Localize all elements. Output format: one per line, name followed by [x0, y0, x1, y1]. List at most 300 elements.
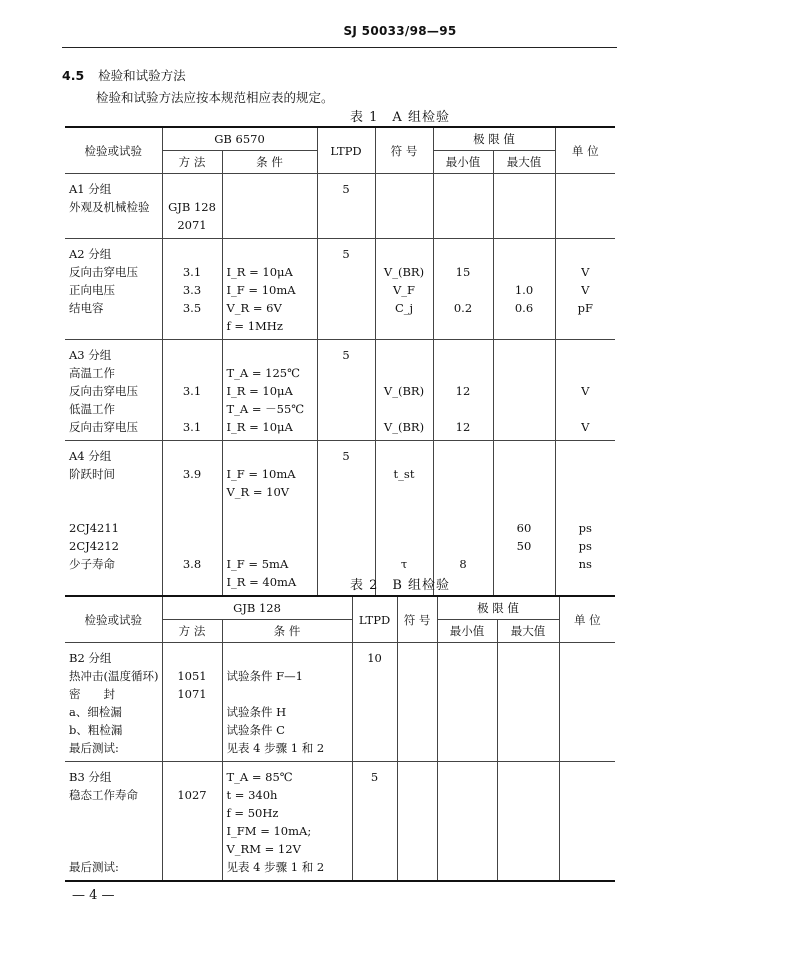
symbol-line: C_j: [394, 301, 414, 315]
cell-max-value: [493, 239, 555, 340]
method-line: 1051: [177, 669, 207, 683]
max-value-line: [502, 721, 555, 739]
max-value-line: [498, 501, 551, 519]
max-value-line: [502, 804, 555, 822]
item-line: A1 分组: [69, 182, 112, 196]
table-row-group: [65, 441, 615, 597]
min-value-line: 12: [455, 420, 471, 434]
table-row-group: [65, 340, 615, 441]
condition-line: 试验条件 C: [226, 723, 285, 737]
cell-item: [65, 762, 162, 882]
symbol-line: [402, 649, 433, 667]
item-line: B3 分组: [69, 770, 112, 784]
unit-line: [564, 667, 612, 685]
cell-item: [65, 340, 162, 441]
table-row-group: [65, 174, 615, 239]
unit-line: [564, 739, 612, 757]
cell-condition: [222, 762, 352, 882]
min-value-line: 0.2: [453, 301, 473, 315]
symbol-line: t_st: [393, 467, 415, 481]
condition-line: f = 50Hz: [226, 806, 279, 820]
method-line: 3.9: [182, 467, 202, 481]
method-line: [167, 739, 218, 757]
cell-symbol: [375, 174, 433, 239]
method-line: [167, 804, 218, 822]
col-ltpd-header: LTPD: [317, 127, 375, 174]
min-value-line: [442, 703, 493, 721]
table-row-group: [65, 643, 615, 762]
symbol-line: V_F: [392, 283, 416, 297]
max-value-line: [498, 382, 551, 400]
symbol-line: [380, 483, 429, 501]
unit-line: [560, 346, 612, 364]
col-symbol-header: 符 号: [397, 596, 437, 643]
cell-method: [162, 239, 222, 340]
condition-line: 见表 4 步骤 1 和 2: [226, 741, 325, 755]
min-value-line: [438, 180, 489, 198]
item-line: [69, 483, 158, 501]
method-line: [167, 822, 218, 840]
cell-symbol: [375, 441, 433, 597]
item-line: [69, 804, 158, 822]
method-line: 1071: [177, 687, 207, 701]
min-value-line: [438, 364, 489, 382]
item-line: 反向击穿电压: [69, 420, 138, 434]
min-value-line: [442, 667, 493, 685]
max-value-line: [502, 685, 555, 703]
col-method-header: 方 法: [162, 151, 222, 174]
condition-line: [227, 245, 313, 263]
min-value-line: [438, 447, 489, 465]
table-row-group: [65, 762, 615, 882]
unit-line: [564, 786, 612, 804]
method-line: [167, 501, 218, 519]
item-line: 稳态工作寿命: [69, 788, 138, 802]
symbol-line: [380, 245, 429, 263]
max-value-line: [502, 768, 555, 786]
condition-line: [227, 537, 313, 555]
symbol-line: [380, 501, 429, 519]
min-value-line: [438, 519, 489, 537]
col-unit-header: 单 位: [555, 127, 615, 174]
item-line: [69, 317, 158, 335]
method-line: [167, 649, 218, 667]
condition-line: V_R = 6V: [226, 301, 282, 315]
condition-line: 试验条件 F—1: [226, 669, 303, 683]
cell-unit: [555, 441, 615, 597]
method-line: [167, 721, 218, 739]
condition-line: [227, 346, 313, 364]
max-value-line: [498, 483, 551, 501]
symbol-line: [402, 822, 433, 840]
table-row-group: [65, 239, 615, 340]
unit-line: V: [581, 283, 590, 297]
min-value-line: [442, 739, 493, 757]
min-value-line: [438, 483, 489, 501]
cell-ltpd: [317, 441, 375, 597]
max-value-line: [498, 465, 551, 483]
max-value-line: [502, 667, 555, 685]
unit-line: [560, 317, 612, 335]
cell-method: [162, 762, 222, 882]
document-code: SJ 50033/98—95: [343, 24, 457, 38]
max-value-line: [498, 263, 551, 281]
cell-method: [162, 441, 222, 597]
condition-line: [227, 501, 313, 519]
symbol-line: [380, 537, 429, 555]
max-value-line: [502, 649, 555, 667]
method-line: [167, 768, 218, 786]
condition-line: I_F = 10mA: [226, 467, 296, 481]
symbol-line: [402, 858, 433, 876]
method-line: 3.1: [182, 420, 202, 434]
symbol-line: [380, 400, 429, 418]
max-value-line: 1.0: [514, 283, 534, 297]
table-b-group-inspection: [65, 595, 615, 882]
method-line: [167, 519, 218, 537]
ltpd-value: 5: [370, 770, 379, 784]
cell-item: [65, 643, 162, 762]
min-value-line: 15: [455, 265, 471, 279]
table-a-group-inspection: [65, 126, 615, 597]
col-max-header: 最大值: [497, 620, 559, 643]
cell-unit: [555, 340, 615, 441]
cell-min-value: [437, 762, 497, 882]
min-value-line: [438, 281, 489, 299]
item-line: 高温工作: [69, 366, 115, 380]
max-value-line: [498, 216, 551, 234]
item-line: 阶跃时间: [69, 467, 115, 481]
unit-line: ps: [578, 521, 592, 535]
section-title: 检验和试验方法: [98, 68, 186, 83]
method-line: 3.8: [182, 557, 202, 571]
cell-condition: [222, 441, 317, 597]
col-standard-header: GB 6570: [162, 127, 317, 151]
item-line: a、细检漏: [69, 705, 122, 719]
condition-line: I_R = 10μA: [226, 265, 293, 279]
ltpd-value: 5: [342, 449, 350, 463]
cell-ltpd: [352, 643, 397, 762]
condition-line: I_R = 10μA: [226, 384, 293, 398]
max-value-line: 60: [516, 521, 532, 535]
col-max-header: 最大值: [493, 151, 555, 174]
cell-max-value: [493, 441, 555, 597]
cell-ltpd: [317, 340, 375, 441]
cell-min-value: [433, 174, 493, 239]
col-ltpd-header: LTPD: [352, 596, 397, 643]
cell-max-value: [493, 340, 555, 441]
symbol-line: V_(BR): [383, 265, 425, 279]
cell-condition: [222, 340, 317, 441]
min-value-line: [442, 649, 493, 667]
table2-caption: 表 2 B 组检验: [349, 578, 451, 593]
max-value-line: [498, 346, 551, 364]
min-value-line: [438, 216, 489, 234]
symbol-line: V_(BR): [383, 384, 425, 398]
max-value-line: [498, 180, 551, 198]
method-line: [167, 400, 218, 418]
unit-line: [564, 804, 612, 822]
condition-line: 试验条件 H: [226, 705, 287, 719]
condition-line: I_R = 40mA: [226, 575, 297, 589]
method-line: [167, 364, 218, 382]
unit-line: [564, 721, 612, 739]
col-method-header: 方 法: [162, 620, 222, 643]
cell-symbol: [375, 340, 433, 441]
max-value-line: [498, 364, 551, 382]
min-value-line: [438, 400, 489, 418]
unit-line: V: [581, 265, 590, 279]
method-line: 3.1: [182, 384, 202, 398]
unit-line: [564, 858, 612, 876]
unit-line: [560, 447, 612, 465]
condition-line: 见表 4 步骤 1 和 2: [226, 860, 325, 874]
condition-line: T_A = 125℃: [226, 366, 300, 380]
condition-line: I_F = 5mA: [226, 557, 289, 571]
symbol-line: [380, 447, 429, 465]
ltpd-value: 5: [342, 348, 350, 362]
item-line: 反向击穿电压: [69, 265, 138, 279]
ltpd-value: 10: [367, 651, 382, 665]
condition-line: I_F = 10mA: [226, 283, 296, 297]
item-line: [69, 822, 158, 840]
section-number: 4.5: [62, 68, 85, 83]
symbol-line: [402, 768, 433, 786]
cell-condition: [222, 174, 317, 239]
unit-line: [564, 703, 612, 721]
item-line: 热冲击(温度循环): [69, 669, 159, 683]
condition-line: V_RM = 12V: [226, 842, 301, 856]
unit-line: [560, 483, 612, 501]
method-line: [167, 537, 218, 555]
page-number: — 4 —: [72, 888, 115, 903]
method-line: [167, 858, 218, 876]
min-value-line: [438, 537, 489, 555]
cell-condition: [222, 643, 352, 762]
col-item-header: 检验或试验: [65, 596, 162, 643]
cell-method: [162, 643, 222, 762]
unit-line: [560, 501, 612, 519]
min-value-line: [442, 804, 493, 822]
section-heading: [62, 66, 186, 84]
symbol-line: [402, 786, 433, 804]
max-value-line: 50: [516, 539, 532, 553]
condition-line: f = 1MHz: [226, 319, 283, 333]
max-value-line: [502, 739, 555, 757]
col-unit-header: 单 位: [559, 596, 615, 643]
col-condition-header: 条 件: [222, 620, 352, 643]
symbol-line: [380, 180, 429, 198]
item-line: 正向电压: [69, 283, 115, 297]
method-line: 3.5: [182, 301, 202, 315]
symbol-line: [380, 364, 429, 382]
table1-caption: 表 1 A 组检验: [350, 110, 450, 125]
item-line: A4 分组: [69, 449, 112, 463]
condition-line: T_A = －55℃: [226, 402, 305, 416]
method-line: 1027: [177, 788, 207, 802]
item-line: 密 封: [69, 687, 115, 701]
item-line: [69, 840, 158, 858]
cell-ltpd: [352, 762, 397, 882]
unit-line: [564, 768, 612, 786]
col-min-header: 最小值: [433, 151, 493, 174]
cell-condition: [222, 239, 317, 340]
symbol-line: [380, 519, 429, 537]
symbol-line: [380, 346, 429, 364]
min-value-line: [438, 465, 489, 483]
unit-line: [560, 364, 612, 382]
cell-ltpd: [317, 174, 375, 239]
symbol-line: [402, 703, 433, 721]
unit-line: [560, 216, 612, 234]
min-value-line: [442, 822, 493, 840]
condition-line: [227, 216, 313, 234]
max-value-line: [498, 317, 551, 335]
cell-unit: [559, 762, 615, 882]
unit-line: [564, 840, 612, 858]
max-value-line: [498, 400, 551, 418]
condition-line: [227, 198, 313, 216]
cell-min-value: [433, 340, 493, 441]
method-line: [167, 447, 218, 465]
condition-line: T_A = 85℃: [226, 770, 293, 784]
symbol-line: [402, 721, 433, 739]
unit-line: [560, 400, 612, 418]
item-line: 外观及机械检验: [69, 200, 150, 214]
max-value-line: [502, 858, 555, 876]
max-value-line: [498, 555, 551, 573]
cell-method: [162, 174, 222, 239]
condition-line: I_FM = 10mA;: [226, 824, 312, 838]
table1-body: [65, 174, 615, 597]
unit-line: ns: [578, 557, 592, 571]
min-value-line: [442, 840, 493, 858]
item-line: [69, 216, 158, 234]
cell-symbol: [375, 239, 433, 340]
cell-unit: [555, 239, 615, 340]
condition-line: V_R = 10V: [226, 485, 290, 499]
max-value-line: [498, 418, 551, 436]
min-value-line: [442, 786, 493, 804]
cell-unit: [559, 643, 615, 762]
min-value-line: [442, 858, 493, 876]
unit-line: V: [581, 384, 590, 398]
condition-line: t = 340h: [226, 788, 278, 802]
cell-unit: [555, 174, 615, 239]
min-value-line: 12: [455, 384, 471, 398]
min-value-line: 8: [459, 557, 467, 571]
item-line: B2 分组: [69, 651, 112, 665]
max-value-line: [498, 447, 551, 465]
col-min-header: 最小值: [437, 620, 497, 643]
symbol-line: [402, 804, 433, 822]
max-value-line: [498, 198, 551, 216]
condition-line: [227, 649, 348, 667]
col-condition-header: 条 件: [222, 151, 317, 174]
max-value-line: [502, 786, 555, 804]
symbol-line: [380, 198, 429, 216]
cell-symbol: [397, 762, 437, 882]
item-line: A2 分组: [69, 247, 112, 261]
header-rule: [62, 47, 617, 48]
method-line: [167, 180, 218, 198]
method-line: [167, 317, 218, 335]
method-line: 2071: [177, 218, 207, 232]
symbol-line: [380, 317, 429, 335]
max-value-line: [498, 245, 551, 263]
cell-symbol: [397, 643, 437, 762]
min-value-line: [438, 198, 489, 216]
col-limits-header: 极 限 值: [433, 127, 555, 151]
min-value-line: [442, 768, 493, 786]
ltpd-value: 5: [342, 182, 350, 196]
item-line: 最后测试:: [69, 741, 119, 755]
item-line: 反向击穿电压: [69, 384, 138, 398]
unit-line: [560, 198, 612, 216]
ltpd-value: 5: [342, 247, 350, 261]
method-line: 3.1: [182, 265, 202, 279]
method-line: [167, 840, 218, 858]
unit-line: [564, 685, 612, 703]
item-line: [69, 501, 158, 519]
table2-body: [65, 643, 615, 882]
symbol-line: [380, 216, 429, 234]
max-value-line: [502, 840, 555, 858]
condition-line: [227, 447, 313, 465]
min-value-line: [442, 721, 493, 739]
unit-line: [560, 245, 612, 263]
method-line: [167, 483, 218, 501]
cell-min-value: [437, 643, 497, 762]
min-value-line: [438, 501, 489, 519]
cell-max-value: [493, 174, 555, 239]
symbol-line: τ: [400, 557, 408, 571]
unit-line: ps: [578, 539, 592, 553]
item-line: 最后测试:: [69, 860, 119, 874]
item-line: 结电容: [69, 301, 104, 315]
condition-line: I_R = 10μA: [226, 420, 293, 434]
cell-max-value: [497, 762, 559, 882]
symbol-line: V_(BR): [383, 420, 425, 434]
item-line: 低温工作: [69, 402, 115, 416]
unit-line: [560, 465, 612, 483]
method-line: [167, 245, 218, 263]
unit-line: V: [581, 420, 590, 434]
cell-item: [65, 441, 162, 597]
method-line: [167, 703, 218, 721]
unit-line: [564, 649, 612, 667]
col-limits-header: 极 限 值: [437, 596, 559, 620]
condition-line: [227, 180, 313, 198]
cell-max-value: [497, 643, 559, 762]
min-value-line: [442, 685, 493, 703]
method-line: GJB 128: [168, 200, 216, 214]
col-standard-header: GJB 128: [162, 596, 352, 620]
unit-line: [564, 822, 612, 840]
section-text: 检验和试验方法应按本规范相应表的规定。: [96, 90, 334, 105]
col-item-header: 检验或试验: [65, 127, 162, 174]
symbol-line: [402, 667, 433, 685]
min-value-line: [438, 245, 489, 263]
item-line: 2CJ4211: [69, 521, 119, 535]
symbol-line: [402, 840, 433, 858]
min-value-line: [438, 346, 489, 364]
method-line: 3.3: [182, 283, 202, 297]
condition-line: [227, 685, 348, 703]
cell-ltpd: [317, 239, 375, 340]
max-value-line: [502, 822, 555, 840]
item-line: 少子寿命: [69, 557, 115, 571]
